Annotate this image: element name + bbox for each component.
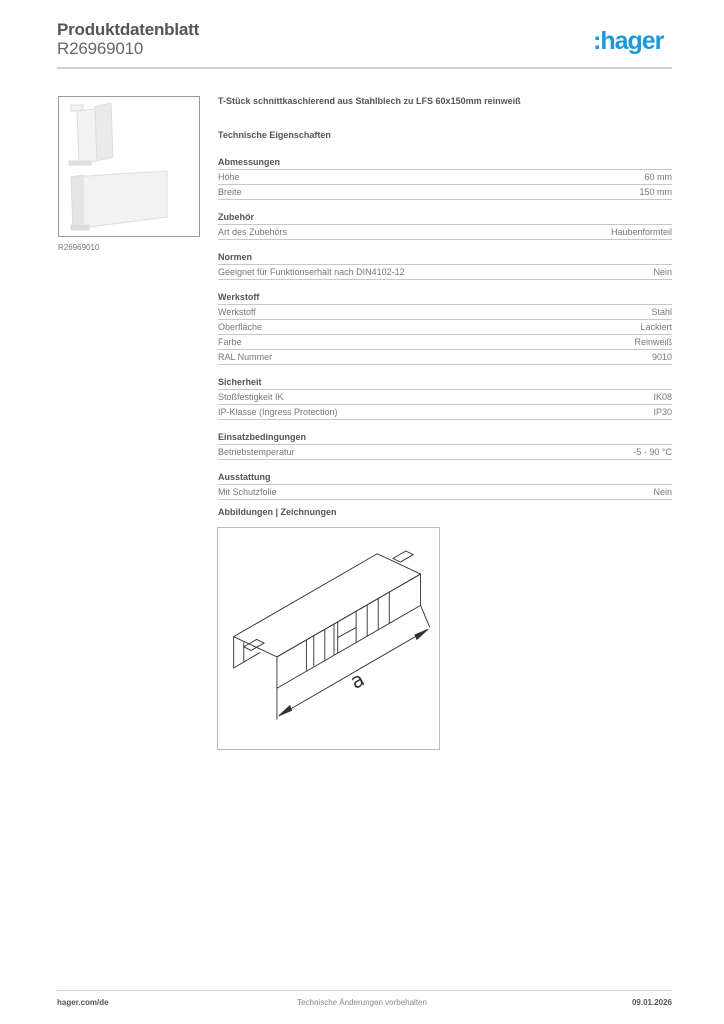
article-number: R26969010 — [57, 39, 144, 58]
spec-value: Nein — [653, 267, 672, 277]
spec-value: Nein — [653, 487, 672, 497]
spec-group-title: Zubehör — [218, 211, 672, 225]
spec-value: Stahl — [651, 307, 672, 317]
spec-row — [218, 445, 672, 460]
hager-logo: :hager — [593, 27, 664, 55]
spec-label: Breite — [218, 187, 242, 197]
spec-label: Mit Schutzfolie — [218, 487, 277, 497]
spec-group-title: Ausstattung — [218, 471, 672, 485]
spec-group-ausstattung — [218, 471, 672, 500]
spec-group-zubehoer — [218, 211, 672, 240]
figures-title: Abbildungen | Zeichnungen — [218, 507, 337, 517]
spec-label: Höhe — [218, 172, 240, 182]
spec-row — [218, 170, 672, 185]
header-divider — [57, 67, 672, 69]
spec-value: 150 mm — [639, 187, 672, 197]
spec-value: IP30 — [653, 407, 672, 417]
spec-table — [218, 156, 672, 511]
technical-properties-title: Technische Eigenschaften — [218, 130, 331, 140]
page-title: Produktdatenblatt — [57, 20, 200, 39]
spec-row — [218, 335, 672, 350]
spec-row — [218, 305, 672, 320]
spec-label: Geeignet für Funktionserhalt nach DIN4102-12 — [218, 267, 405, 277]
product-name: T-Stück schnittkaschierend aus Stahlblech zu LFS 60x150mm reinweiß — [218, 96, 521, 106]
spec-group-title: Einsatzbedingungen — [218, 431, 672, 445]
spec-value: Haubenformteil — [610, 227, 672, 237]
spec-value: Lackiert — [640, 322, 672, 332]
spec-label: Betriebstemperatur — [218, 447, 295, 457]
spec-label: Art des Zubehörs — [218, 227, 288, 237]
spec-row — [218, 485, 672, 500]
spec-value: -5 - 90 °C — [633, 447, 672, 457]
footer-date: 09.01.2026 — [631, 998, 672, 1007]
spec-group-title: Sicherheit — [218, 376, 672, 390]
spec-value: 60 mm — [644, 172, 672, 182]
spec-value: 9010 — [651, 352, 672, 362]
spec-row — [218, 390, 672, 405]
product-image — [58, 96, 200, 237]
spec-group-title: Normen — [218, 251, 672, 265]
spec-row — [218, 185, 672, 200]
technical-drawing — [217, 527, 440, 750]
spec-label: Oberfläche — [218, 322, 263, 332]
spec-label: Farbe — [218, 337, 242, 347]
svg-text:a: a — [346, 666, 369, 694]
drawing-t-piece-icon — [218, 528, 439, 749]
footer-website-link[interactable]: hager.com/de — [57, 998, 109, 1007]
spec-group-title: Werkstoff — [218, 291, 672, 305]
product-photo-icon — [59, 97, 199, 236]
spec-group-abmessungen — [218, 156, 672, 200]
spec-row — [218, 350, 672, 365]
product-image-caption: R26969010 — [58, 243, 100, 252]
footer-divider — [57, 990, 672, 991]
spec-label: Stoßfestigkeit IK — [218, 392, 284, 402]
spec-group-werkstoff — [218, 291, 672, 365]
footer-notice: Technische Änderungen vorbehalten — [297, 998, 427, 1007]
spec-group-title: Abmessungen — [218, 156, 672, 170]
spec-row — [218, 405, 672, 420]
spec-value: Reinweiß — [634, 337, 672, 347]
spec-label: Werkstoff — [218, 307, 256, 317]
spec-group-normen — [218, 251, 672, 280]
spec-row — [218, 320, 672, 335]
spec-row — [218, 265, 672, 280]
spec-label: IP-Klasse (Ingress Protection) — [218, 407, 338, 417]
spec-row — [218, 225, 672, 240]
spec-label: RAL Nummer — [218, 352, 273, 362]
spec-value: IK08 — [653, 392, 672, 402]
spec-group-sicherheit — [218, 376, 672, 420]
spec-group-einsatzbedingungen — [218, 431, 672, 460]
